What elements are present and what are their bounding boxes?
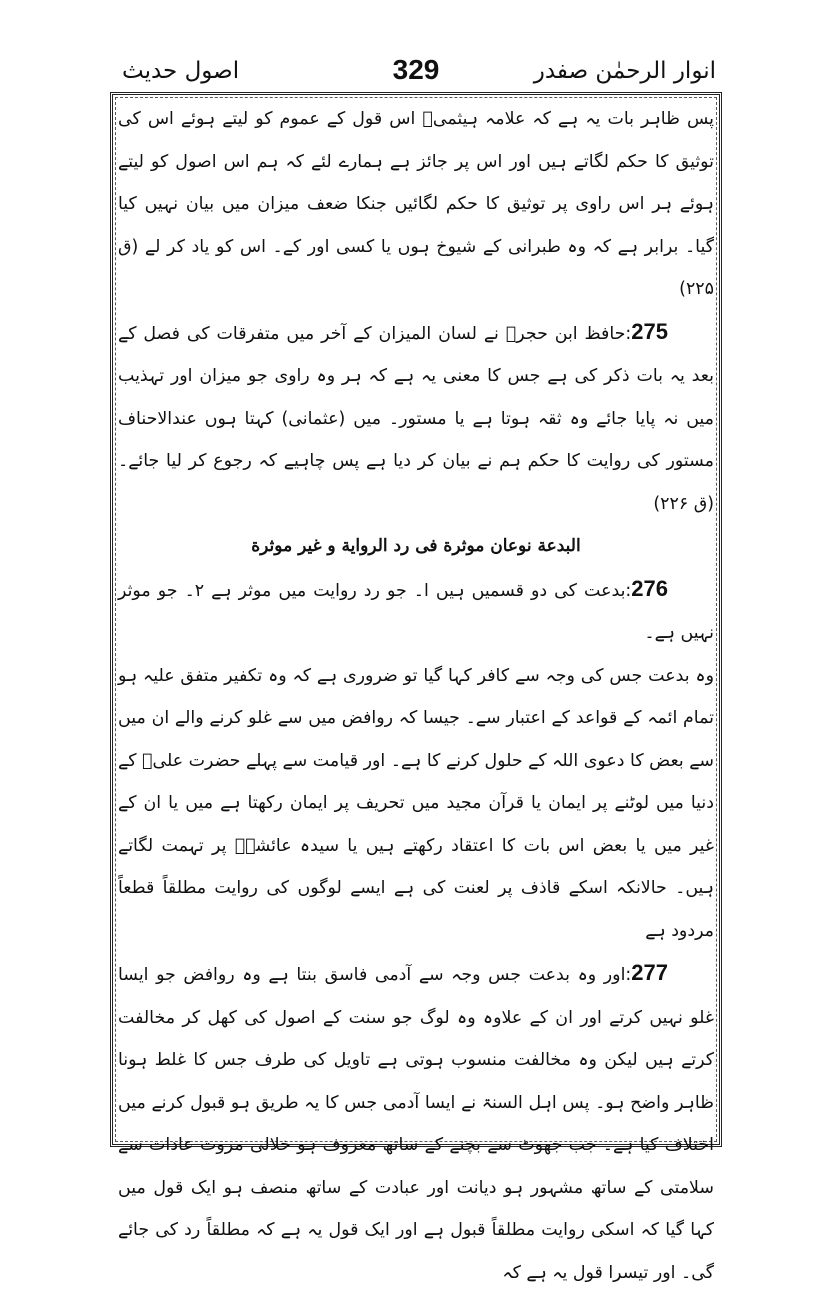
paragraph-276: [118, 568, 714, 655]
page-body: [118, 98, 714, 1283]
paragraph-275: [118, 311, 714, 526]
paragraph-text: :حافظ ابن حجرؒ نے لسان المیزان کے آخر میں متفرقات کی فصل کے بعد یہ بات ذکر کی ہے جس کا معنی یہ ہے کہ ہر وہ راوی جو میزان اور تہذیب میں نہ پایا جائے وہ ثقہ ہوتا ہے یا مستور۔ میں (عثمانی) کہتا ہوں عندالاحناف مستور کی روایت کا حکم ہم نے بیان کر دیا ہے پس چاہیے کہ رجوع کر لیا جائے۔ (ق ۲۲۶): [118, 323, 714, 514]
paragraph-number: 276: [631, 575, 669, 601]
paragraph-277: [118, 952, 714, 1294]
book-title: انوار الرحمٰن صفدر: [533, 58, 716, 84]
page-number: 329: [392, 54, 440, 85]
paragraph-number: 277: [631, 960, 668, 985]
paragraph-text: :اور وہ بدعت جس وجہ سے آدمی فاسق بنتا ہے وہ روافض جو ایسا غلو نہیں کرتے اور ان کے علاوہ وہ لوگ جو سنت کے اصول کی کھل کر مخالفت کرتے ہیں لیکن وہ مخالفت منسوب ہوتی ہے تاویل کی طرف جس کا غلط ہونا ظاہر واضح ہو۔ پس اہل السنۃ نے ایسا آدمی جس کا یہ طریق ہو قبول کرنے میں اختلاف کیا ہے۔ جب جھوٹ سے بچنے کے ساتھ معروف ہو خلالی مروت عادات سے سلامتی کے ساتھ مشہور ہو دیانت اور عبادت کے ساتھ منصف ہو ایک قول میں کہا گیا کہ اسکی روایت مطلقاً قبول ہے اور ایک قول یہ ہے کہ مطلقاً رد کی جائے گی۔ اور تیسرا قول یہ ہے کہ: [118, 965, 714, 1283]
paragraph-4: وہ بدعت جس کی وجہ سے کافر کہا گیا تو ضروری ہے کہ وہ تکفیر متفق علیہ ہو تمام ائمہ کے قواعد کے اعتبار سے۔ جیسا کہ روافض میں سے غلو کرنے والے ان میں سے بعض کا دعوی اللہ کے حلول کرنے کا ہے۔ اور قیامت سے پہلے حضرت علیؓ کے دنیا میں لوٹنے پر ایمان یا قرآن مجید میں تحریف پر ایمان رکھتا ہے میں یا ان کے غیر میں یا بعض اس بات کا اعتقاد رکھتے ہیں یا سیدہ عائشہؓ پر تہمت لگاتے ہیں۔ حالانکہ اسکے قاذف پر لعنت کی ہے ایسے لوگوں کی روایت مطلقاً قطعاً مردود ہے: [118, 665, 714, 941]
chapter-title: اصول حدیث: [122, 58, 240, 84]
page-header: [110, 52, 722, 92]
section-heading: البدعة نوعان موثرة فی رد الروایة و غیر موثرة: [251, 536, 581, 556]
paragraph-1: پس ظاہر بات یہ ہے کہ علامہ ہیثمیؒ اس قول کے عموم کو لیتے ہوئے اس کی توثیق کا حکم لگاتے ہیں اور اس پر جائز ہے ہمارے لئے کہ ہم اس اصول کو لیتے ہوئے ہر اس راوی پر توثیق کا حکم لگائیں جنکا ضعف میزان میں بیان نہیں کیا گیا۔ برابر ہے کہ وہ طبرانی کے شیوخ ہوں یا کسی اور کے۔ اس کو یاد کر لے (ق ۲۲۵): [118, 109, 714, 299]
paragraph-number: 275: [631, 318, 668, 344]
paragraph-text: :بدعت کی دو قسمیں ہیں ا۔ جو رد روایت میں موثر ہے ۲۔ جو موثر نہیں ہے۔: [118, 580, 714, 643]
